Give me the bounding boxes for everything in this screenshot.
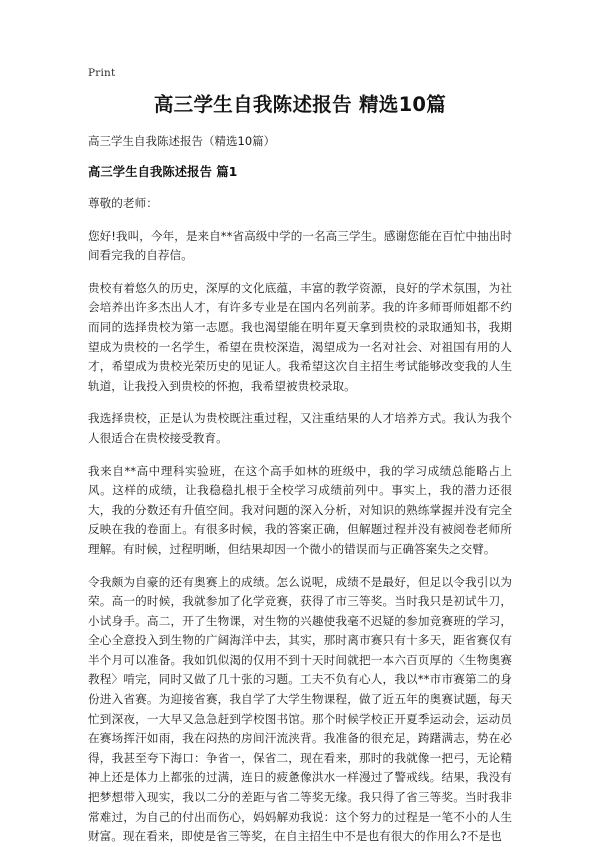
document-subtitle: 高三学生自我陈述报告（精选10篇） xyxy=(88,134,276,148)
paragraph-intro: 您好!我叫，今年，是来自**省高级中学的一名高三学生。感谢您能在百忙中抽出时间看完我的自荐信。 xyxy=(88,228,512,263)
paragraph-olympiad: 令我颇为自豪的还有奥赛上的成绩。怎么说呢，成绩不是最好，但足以令我引以为荣。高一的时候，我就参加了化学竞赛，获得了市三等奖。当时我只是初试牛刀，小试身手。高二，开了生物课，对生物的兴趣使我毫不迟疑的参加竞赛班的学习，全心全意投入到生物的广阔海洋中去，其实，那时离市赛只有十多天，距省赛仅有半个月可以准备。我如饥似渴的仅用不到十天时间就把一本六百页厚的〈生物奥赛教程〉啃完，同时又做了几十张的习题。工夫不负有心人，我以**市市赛第二的身份进入省赛。为迎接省赛，我自学了大学生物课程，做了近五年的奥赛试题，每天忙到深夜，一大早又急急赶到学校图书馆。那个时候学校正开夏季运动会，运动员在赛场挥汗如雨，我在闷热的房间汗流浃背。我准备的很充足，踌躇满志，势在必得，我甚至夸下海口：争省一，保省二，现在看来，那时的我就像一把弓，无论精神上还是体力上都张的过满，连日的疲惫像洪水一样漫过了警戒线。结果，我没有把梦想带入现实，我以二分的差距与省二等奖无缘。我只得了省三等奖。当时我非常难过，为自己的付出而伤心，妈妈解劝我说：这个努力的过程是一笔不小的人生财富。现在看来，即使是省三等奖，在自主招生中不是也有很大的作用么?不是也 xyxy=(88,574,512,844)
paragraph-school-praise: 贵校有着悠久的历史，深厚的文化底蕴，丰富的教学资源，良好的学术氛围，为社会培养出许多杰出人才，有许多专业是在国内名列前茅。我的许多师哥师姐都不约而同的选择贵校为第一志愿。我也渴望能在明年夏天拿到贵校的录取通知书，我期望成为贵校的一名学生，希望在贵校深造，渴望成为一名对社会、对祖国有用的人才，希望成为贵校光荣历史的见证人。我希望这次自主招生考试能够改变我的人生轨道，让我投入到贵校的怀抱，我希望被贵校录取。 xyxy=(88,280,512,393)
print-link[interactable]: Print xyxy=(88,67,116,79)
section-heading: 高三学生自我陈述报告 篇1 xyxy=(88,165,238,179)
document-content xyxy=(88,92,512,847)
paragraph-academic-record: 我来自**高中理科实验班，在这个高手如林的班级中，我的学习成绩总能略占上风。这样的成绩，让我稳稳扎根于全校学习成绩前列中。事实上，我的潜力还很大，我的分数还有升值空间。我对问题的深入分析，对知识的熟练掌握并没有完全反映在我的卷面上。有很多时候，我的答案正确，但解题过程并没有被阅卷老师所理解。有时候，过程明晰，但结果却因一个微小的错误而与正确答案失之交臂。 xyxy=(88,463,512,556)
paragraph-reason-choice: 我选择贵校，正是认为贵校既注重过程，又注重结果的人才培养方式。我认为我个人很适合在贵校接受教育。 xyxy=(88,411,512,445)
paragraph-salutation: 尊敬的老师： xyxy=(88,196,158,210)
page-title: 高三学生自我陈述报告 精选10篇 xyxy=(153,93,447,116)
